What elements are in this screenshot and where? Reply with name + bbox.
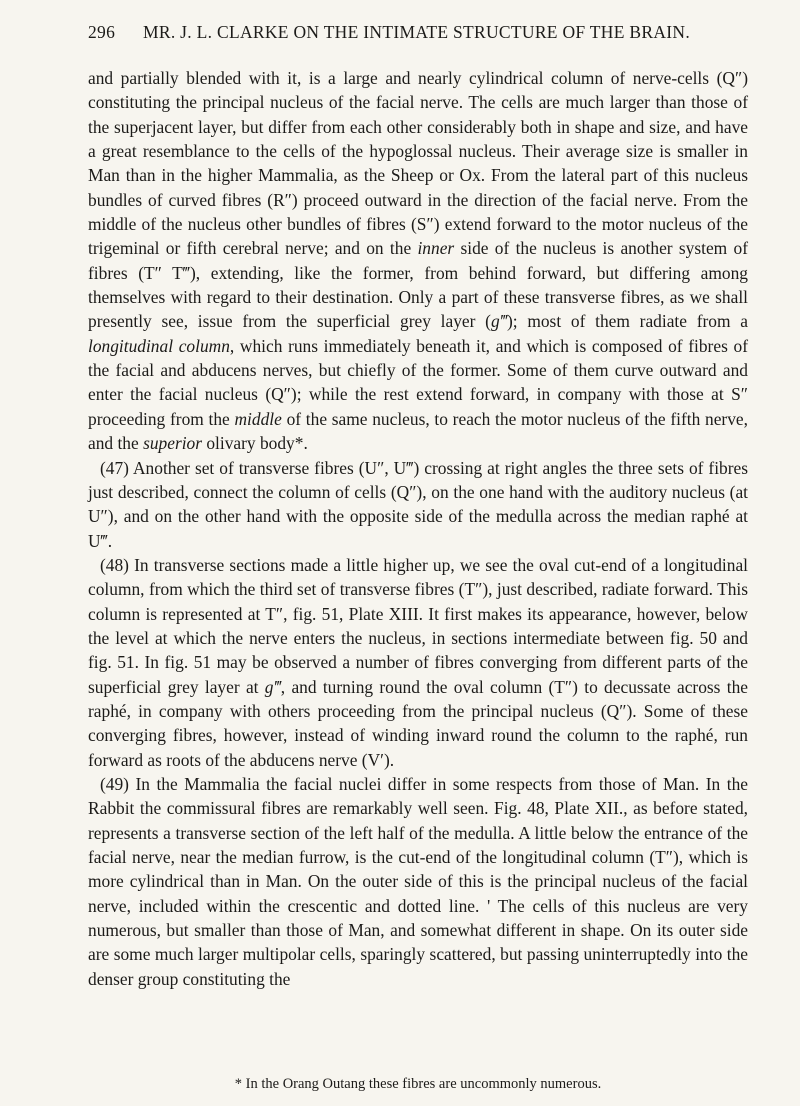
text-run: side of the nucleus is another system of fibres (T″ T‴), extending, like the former, from behind forward, but differing among themselves with regard to their destination. Only a part of these transverse fibres, as we shall presently see, issue from the superficial grey layer ( [88,238,748,332]
italic-run: longitudinal column [88,335,230,356]
text-run: (48) In transverse sections made a little higher up, we see the oval cut-end of a longitudinal column, from which the third set of transverse fibres (T″), just described, radiate forward. This column is represented at T″, fig. 51, Plate XIII. It first makes its appearance, however, below the level at which the nerve enters the nucleus, in sections intermediate between fig. 50 and fig. 51. In fig. 51 may be observed a number of fibres converging from different parts of the superficial grey layer at [88,554,748,697]
paragraph-continuation [88,66,748,456]
text-run: of the same nucleus, to reach the motor nucleus of the fifth nerve, and the [88,408,748,454]
italic-run: middle [234,408,282,429]
body-text [88,66,748,991]
text-run: (49) In the Mammalia the facial nuclei differ in some respects from those of Man. In the Rabbit the commissural fibres are remarkably well seen. Fig. 48, Plate XII., as before stated, represents a transverse section of the left half of the medulla. A little below the entrance of the facial nerve, near the median furrow, is the cut-end of the longitudinal column (T″), which is more cylindrical than in Man. On the outer side of this is the principal nucleus of the facial nerve, included within the crescentic and dotted line. ' The cells of this nucleus are very numerous, but smaller than those of Man, and somewhat different in shape. On its outer side are some much larger multipolar cells, sparingly scattered, but passing uninterruptedly into the denser group constituting the [88,773,748,989]
paragraph-48 [88,553,748,772]
text-run: , and turning round the oval column (T″) to decussate across the raphé, in company with others proceeding from the principal nucleus (Q″). Some of these converging fibres, however, instead of winding inward round the column to the raphé, run forward as roots of the abducens nerve (V′). [88,676,748,770]
running-title: MR. J. L. CLARKE ON THE INTIMATE STRUCTURE OF THE BRAIN. [143,22,690,42]
paragraph-49 [88,772,748,991]
text-run: , which runs immediately beneath it, and which is composed of fibres of the facial and abducens nerves, but chiefly of the former. Some of them curve outward and enter the facial nucleus (Q″); while the rest extend forward, in company with those at S″ proceeding from the [88,335,748,429]
footnote: * In the Orang Outang these fibres are uncommonly numerous. [234,1076,602,1092]
italic-run: inner [417,238,455,259]
text-run: (47) Another set of transverse fibres (U″, U‴) crossing at right angles the three sets of fibres just described, connect the column of cells (Q″), on the one hand with the auditory nucleus (at U″), and on the other hand with the opposite side of the medulla across the median raphé at U‴. [88,457,748,551]
italic-run: g‴ [490,311,507,332]
italic-run: g‴ [264,676,281,697]
page-number: 296 [88,22,116,42]
text-run: olivary body*. [202,433,308,454]
italic-run: superior [143,433,203,454]
text-run: and partially blended with it, is a large and nearly cylindrical column of nerve-cells (Q″) constituting the principal nucleus of the facial nerve. The cells are much larger than those of the superjacent layer, but differ from each other considerably both in shape and size, and have a great resemblance to the cells of the hypoglossal nucleus. Their average size is smaller in Man than in the higher Mammalia, as the Sheep or Ox. From the lateral part of this nucleus bundles of curved fibres (R″) proceed outward in the direction of the facial nerve. From the middle of the nucleus other bundles of fibres (S″) extend forward to the motor nucleus of the trigeminal or fifth cerebral nerve; and on the [88,68,748,259]
paragraph-47 [88,456,748,553]
text-run: ); most of them radiate from a [506,311,748,332]
